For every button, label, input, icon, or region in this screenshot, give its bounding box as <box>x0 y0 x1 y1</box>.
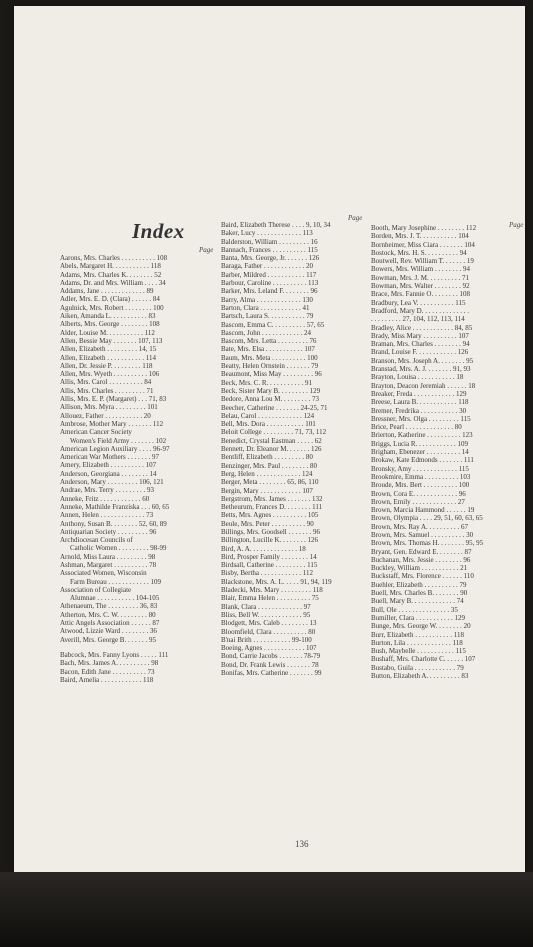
index-entry: Burr, Elizabeth . . . . . . . . . . . 118 <box>371 630 464 639</box>
index-entry: Beaumont, Miss May . . . . . . . . . 96 <box>221 370 322 379</box>
index-entry: Billington, Lucille K. . . . . . . . 126 <box>221 536 319 545</box>
index-entry: Farm Bureau . . . . . . . . . . . . 109 <box>70 577 161 586</box>
index-entry: Annen, Helen . . . . . . . . . . . . . 73 <box>60 511 154 520</box>
index-entry: Baird, Amelia . . . . . . . . . . . . 118 <box>60 675 154 684</box>
index-entry: Beloit College . . . . . . . . . 71, 73, 112 <box>221 428 327 437</box>
index-entry: Berg, Helen . . . . . . . . . . . . . 124 <box>221 469 313 478</box>
index-entry: Baker, Lucy . . . . . . . . . . . . . 113 <box>221 229 313 238</box>
index-entry: Alder, Louise M. . . . . . . . . . . 112 <box>60 328 155 337</box>
index-entry: Bushaff, Mrs. Charlotte C. . . . . . 107 <box>371 655 476 664</box>
index-entry: Briggs, Lucia R. . . . . . . . . . . . 109 <box>371 439 469 448</box>
index-entry: Brayton, Louisa . . . . . . . . . . . 18 <box>371 373 464 382</box>
index-entry: Beatty, Helen Ornstein . . . . . . . 79 <box>221 362 319 371</box>
index-entry: Bradbury, Lea V. . . . . . . . . . . 115 <box>371 298 466 307</box>
page-column-header-2: Page <box>348 214 363 222</box>
index-entry: Bostock, Mrs. H. S. . . . . . . . . . 94 <box>371 248 467 257</box>
index-entry: Bush, Maybelle . . . . . . . . . . . 115 <box>371 647 466 656</box>
index-entry: Billings, Mrs. Goodsell . . . . . . . 96 <box>221 527 320 536</box>
index-entry: Beck, Sister Mary B. . . . . . . . . 129 <box>221 386 321 395</box>
index-entry: Bedore, Anna Lou M. . . . . . . . . 73 <box>221 395 319 404</box>
book-page <box>14 6 525 872</box>
index-entry: Bell, Mrs. Dora . . . . . . . . . . . 101 <box>221 420 316 429</box>
index-entry: Bressner, Mrs. Olga . . . . . . . . . 115 <box>371 414 471 423</box>
index-entry: Brayton, Deacon Jeremiah . . . . . . 18 <box>371 381 476 390</box>
index-entry: Anthony, Susan B. . . . . . . . 52, 60, 89 <box>60 519 167 528</box>
index-entry: Blackstone, Mrs. A. L. . . . . 91, 94, 119 <box>221 577 332 586</box>
index-entry: Amery, Elizabeth . . . . . . . . . . 107 <box>60 461 157 470</box>
index-entry: Bonifas, Mrs. Catherine . . . . . . . 99 <box>221 669 322 678</box>
index-entry: Adams, Mrs. Charles K. . . . . . . . 52 <box>60 270 162 279</box>
index-entry: Buell, Mrs. Charles B. . . . . . . . 90 <box>371 589 468 598</box>
index-entry: Antiquarian Society . . . . . . . . . 96 <box>60 527 157 536</box>
index-entry: Bascom, John . . . . . . . . . . . . 24 <box>221 328 312 337</box>
index-entry: Breese, Laura B. . . . . . . . . . . . 118 <box>371 398 469 407</box>
index-entry: Baraga, Father . . . . . . . . . . . . 20 <box>221 262 313 271</box>
index-entry: Attic Angels Association . . . . . . 87 <box>60 619 160 628</box>
index-entry: Archdiocesan Councils of <box>60 536 133 545</box>
index-entry: Atherton, Mrs. C. W. . . . . . . . . 80 <box>60 610 156 619</box>
index-entry: Betts, Mrs. Agnes . . . . . . . . . . 105 <box>221 511 319 520</box>
index-entry: Bloomfield, Clara . . . . . . . . . . 80 <box>221 627 316 636</box>
index-entry: Buckley, William . . . . . . . . . . . 21 <box>371 564 468 573</box>
index-entry: Anneke, Mathilde Franziska . . . 60, 65 <box>60 502 170 511</box>
index-entry: Agulnick, Mrs. Robert . . . . . . . . 100 <box>60 303 164 312</box>
index-entry: Bornheimer, Miss Ciara . . . . . . . 104 <box>371 240 475 249</box>
index-entry: Bergin, Mary . . . . . . . . . . . . 107 <box>221 486 313 495</box>
index-entry: Catholic Women . . . . . . . . . 98-99 <box>70 544 167 553</box>
index-entry: Anderson, Georgiana . . . . . . . . 14 <box>60 469 157 478</box>
index-entry: Bumiller, Clara . . . . . . . . . . . 129 <box>371 613 466 622</box>
index-entry: Brown, Mrs. Ray A. . . . . . . . . . 67 <box>371 522 469 531</box>
index-entry: Women's Field Army . . . . . . . 102 <box>70 436 167 445</box>
index-entry: Baum, Mrs. Meta . . . . . . . . . . 100 <box>221 353 318 362</box>
index-entry: Baird, Elizabeth Therese . . . . 9, 10, 34 <box>221 221 331 229</box>
index-entry: Banta, Mrs. George, Jr. . . . . . . 126 <box>221 254 320 263</box>
index-entry: Bond, Dr. Frank Lewis . . . . . . . 78 <box>221 660 319 669</box>
index-entry: Boeing, Agnes . . . . . . . . . . . . 107 <box>221 644 317 653</box>
index-entry: Addams, Jane . . . . . . . . . . . . . 89 <box>60 287 154 296</box>
index-entry: Babcock, Mrs. Fanny Lyons . . . . . 111 <box>60 650 169 659</box>
index-entry: Bradford, Mary D. . . . . . . . . . . . . . <box>371 306 469 315</box>
index-entry: Bowman, Mrs. J. M. . . . . . . . . . 71 <box>371 273 470 282</box>
index-entry: Booth, Mary Josephine . . . . . . . . 112 <box>371 224 477 232</box>
index-entry: Buchanan, Mrs. Jessie . . . . . . . . 96 <box>371 555 471 564</box>
index-entry: Bull, Ole . . . . . . . . . . . . . . . 35 <box>371 605 458 614</box>
page-column-header-1: Page <box>199 246 214 254</box>
index-entry: Benedict, Crystal Eastman . . . . . 62 <box>221 436 322 445</box>
index-entry: Brand, Louise F. . . . . . . . . . . . 126 <box>371 348 469 357</box>
index-entry: Bergstrom, Mrs. James . . . . . . . 132 <box>221 494 323 503</box>
index-entry: Bremer, Fredrika . . . . . . . . . . . 30 <box>371 406 467 415</box>
index-column-3 <box>371 224 519 680</box>
index-entry: Blair, Emma Helen . . . . . . . . . . 75 <box>221 594 319 603</box>
index-entry: American War Mothers . . . . . . . 97 <box>60 453 160 462</box>
index-entry: Brown, Emily . . . . . . . . . . . . . 27 <box>371 497 465 506</box>
index-entry: Borden, Mrs. J. T. . . . . . . . . . . 104 <box>371 232 469 241</box>
index-entry: Bowers, Mrs. William . . . . . . . . 94 <box>371 265 470 274</box>
index-entry: Bacon, Edith Jane . . . . . . . . . . 73 <box>60 667 155 676</box>
index-entry: Brace, Mrs. Fannie O. . . . . . . . 108 <box>371 290 470 299</box>
index-entry: Brigham, Ebenezer . . . . . . . . . . 14 <box>371 448 469 457</box>
index-entry: Allis, Mrs. Charles . . . . . . . . . 71 <box>60 386 154 395</box>
index-entry: Bascom, Emma C. . . . . . . . . . 57, 65 <box>221 320 325 329</box>
index-entry: Bryant, Gen. Edward E. . . . . . . . 87 <box>371 547 472 556</box>
index-entry: Blodgett, Mrs. Caleb . . . . . . . . 13 <box>221 619 317 628</box>
index-entry: Bisby, Bertha . . . . . . . . . . . . 112 <box>221 569 314 578</box>
index-entry: Bird, Prosper Family . . . . . . . . 14 <box>221 552 317 561</box>
index-entry: Brown, Mrs. Thomas H. . . . . . . . 95, 95 <box>371 539 484 548</box>
index-entry: Aarons, Mrs. Charles . . . . . . . . . . 108 <box>60 254 168 262</box>
index-entry: Benzinger, Mrs. Paul . . . . . . . . 80 <box>221 461 317 470</box>
index-entry: Averill, Mrs. George B. . . . . . . 95 <box>60 635 156 644</box>
index-entry: Bartsch, Laura S. . . . . . . . . . . 79 <box>221 312 314 321</box>
index-entry: Braman, Mrs. Charles . . . . . . . . 94 <box>371 340 470 349</box>
index-entry: Beule, Mrs. Peter . . . . . . . . . . 90 <box>221 519 314 528</box>
index-entry: Anneke, Fritz . . . . . . . . . . . . 60 <box>60 494 150 503</box>
index-entry: Adams, Dr. and Mrs. William . . . . 34 <box>60 278 166 287</box>
index-entry: Anderson, Mary . . . . . . . . . 106, 121 <box>60 478 164 487</box>
index-entry: B'nai Brith . . . . . . . . . . . 99-100 <box>221 635 312 644</box>
index-entry: Brown, Mrs. Samuel . . . . . . . . . . 30 <box>371 530 474 539</box>
index-entry: Ashman, Margaret . . . . . . . . . . 78 <box>60 560 157 569</box>
background-surface <box>0 872 533 947</box>
index-entry: Brokaw, Kate Edmonds . . . . . . . 111 <box>371 456 474 465</box>
index-entry: Barbour, Caroline . . . . . . . . . . 113 <box>221 279 319 288</box>
index-entry: American Cancer Society <box>60 428 132 437</box>
index-entry: Brierton, Katherine . . . . . . . . . . 123 <box>371 431 473 440</box>
index-entry: Broude, Mrs. Bert . . . . . . . . . . 100 <box>371 481 470 490</box>
index-entry: Allen, Dr. Jessie P. . . . . . . . . 118 <box>60 361 153 370</box>
index-entry: Bustabo, Guila . . . . . . . . . . . . 79 <box>371 663 464 672</box>
index-entry: Branstad, Mrs. A. J. . . . . . . . 91, 93 <box>371 365 471 374</box>
index-entry: Bate, Mrs. Elsa . . . . . . . . . . . 107 <box>221 345 315 354</box>
page-number: 136 <box>295 839 309 849</box>
index-entry: Buehler, Elizabeth . . . . . . . . . . 79 <box>371 580 467 589</box>
index-column-2 <box>221 221 366 677</box>
index-entry: Alumnae . . . . . . . . . . . 104-105 <box>70 594 160 603</box>
index-entry: Brady, Miss Mary . . . . . . . . . . 107 <box>371 331 469 340</box>
index-entry: Brown, Marcia Hammond . . . . . . 19 <box>371 506 475 515</box>
index-title: Index <box>132 219 185 243</box>
index-entry: Bascom, Mrs. Letta . . . . . . . . . 76 <box>221 337 317 346</box>
index-entry: Berger, Meta . . . . . . . . 65, 86, 110 <box>221 478 319 487</box>
index-column-1 <box>60 254 220 684</box>
index-entry: Boutwell, Rev. William T. . . . . . . 19 <box>371 257 474 266</box>
index-entry: Allis, Mrs. E. P. (Margaret) . . . 71, 83 <box>60 395 167 404</box>
index-entry: Beecher, Catherine . . . . . . . 24-25, 71 <box>221 403 328 412</box>
index-entry: Alberts, Mrs. George . . . . . . . . 108 <box>60 320 160 329</box>
index-entry: Barry, Alma . . . . . . . . . . . . . 130 <box>221 295 313 304</box>
index-entry: Breaker, Freda . . . . . . . . . . . . 129 <box>371 389 467 398</box>
index-entry: American Legion Auxiliary . . . . 96-97 <box>60 444 170 453</box>
index-entry: Bladecki, Mrs. Mary . . . . . . . . . 118 <box>221 586 323 595</box>
index-entry: Buell, Mary B. . . . . . . . . . . . . 74 <box>371 597 464 606</box>
index-entry: Allen, Elizabeth . . . . . . . . . 14, 15 <box>60 345 157 354</box>
index-entry: Allis, Mrs. Carol . . . . . . . . . . 84 <box>60 378 152 387</box>
index-entry: Bond, Carrie Jacobs . . . . . . . 78-79 <box>221 652 321 661</box>
index-entry: Allen, Mrs. Wyeth . . . . . . . . . . 106 <box>60 370 160 379</box>
index-entry: Allen, Bessie May . . . . . . . 107, 113 <box>60 336 163 345</box>
index-entry: Branson, Mrs. Joseph A. . . . . . . . 95 <box>371 356 474 365</box>
index-entry: Bannach, Frances . . . . . . . . . . 115 <box>221 245 318 254</box>
index-entry: Allouez, Father . . . . . . . . . . . 20 <box>60 411 151 420</box>
index-entry: Aiken, Amanda L. . . . . . . . . . . 83 <box>60 312 156 321</box>
index-entry: Button, Elizabeth A. . . . . . . . . . 83 <box>371 672 469 681</box>
index-entry: Barker, Mrs. Leland F. . . . . . . . 96 <box>221 287 318 296</box>
index-entry: Bliss, Bell W. . . . . . . . . . . . . 95 <box>221 610 311 619</box>
index-entry: Barton, Clara . . . . . . . . . . . . 41 <box>221 303 310 312</box>
index-entry: Bentliff, Elizabeth . . . . . . . . . 80 <box>221 453 313 462</box>
index-entry: Atwood, Lizzie Ward . . . . . . . . 36 <box>60 627 157 636</box>
index-entry: Blank, Clara . . . . . . . . . . . . . 97 <box>221 602 311 611</box>
index-entry: . . . . . . . . . 27, 104, 112, 113, 114 <box>371 315 465 324</box>
index-entry: Ambrose, Mother Mary . . . . . . . 112 <box>60 419 164 428</box>
index-entry: Bennett, Dr. Eleanor M. . . . . . . 126 <box>221 445 322 454</box>
index-entry: Andrae, Mrs. Terry . . . . . . . . . 93 <box>60 486 155 495</box>
index-entry: Adler, Mrs. E. D. (Clara) . . . . . . 84 <box>60 295 160 304</box>
index-entry: Barber, Mildred . . . . . . . . . . . 117 <box>221 270 317 279</box>
index-entry: Birdsall, Catherine . . . . . . . . . 115 <box>221 561 318 570</box>
index-entry: Balderston, William . . . . . . . . . 16 <box>221 237 318 246</box>
index-entry: Allen, Elizabeth . . . . . . . . . . . 114 <box>60 353 156 362</box>
index-entry: Abels, Margaret H. . . . . . . . . . . 118 <box>60 262 161 271</box>
index-entry: Bunge, Mrs. George W. . . . . . . . 20 <box>371 622 471 631</box>
index-entry: Brookmire, Emma . . . . . . . . . . 103 <box>371 472 471 481</box>
index-entry: Bradley, Alice . . . . . . . . . . . . 84, 85 <box>371 323 473 332</box>
index-entry: Bronsky, Amy . . . . . . . . . . . . . 115 <box>371 464 469 473</box>
index-entry: Allison, Mrs. Myra . . . . . . . . . 101 <box>60 403 158 412</box>
index-entry: Bach, Mrs. James A. . . . . . . . . . 98 <box>60 659 159 668</box>
index-entry: Arnold, Miss Laura . . . . . . . . . 98 <box>60 552 156 561</box>
index-entry: Association of Collegiate <box>60 585 132 594</box>
index-entry: Brown, Olympia . . . . 29, 51, 60, 63, 65 <box>371 514 483 523</box>
page-column-header-3: Page <box>509 221 524 229</box>
index-entry: Athenaeum, The . . . . . . . . . 36, 83 <box>60 602 158 611</box>
index-entry: Bird, A. A. . . . . . . . . . . . . . 18 <box>221 544 306 553</box>
index-entry: Bowman, Mrs. Walter . . . . . . . . 92 <box>371 282 470 291</box>
index-entry: Beck, Mrs. C. R. . . . . . . . . . . 91 <box>221 378 312 387</box>
index-entry: Belau, Carol . . . . . . . . . . . . . 124 <box>221 411 315 420</box>
index-entry: Betheurum, Frances D. . . . . . . . 111 <box>221 503 323 512</box>
index-entry: Brown, Cora E. . . . . . . . . . . . . 96 <box>371 489 466 498</box>
index-entry: Buckstaff, Mrs. Florence . . . . . . 110 <box>371 572 474 581</box>
index-entry: Burton, Lila . . . . . . . . . . . . . 118 <box>371 638 463 647</box>
index-entry: Associated Women, Wisconsin <box>60 569 147 578</box>
index-entry: Brice, Pearl . . . . . . . . . . . . . . 80 <box>371 423 462 432</box>
